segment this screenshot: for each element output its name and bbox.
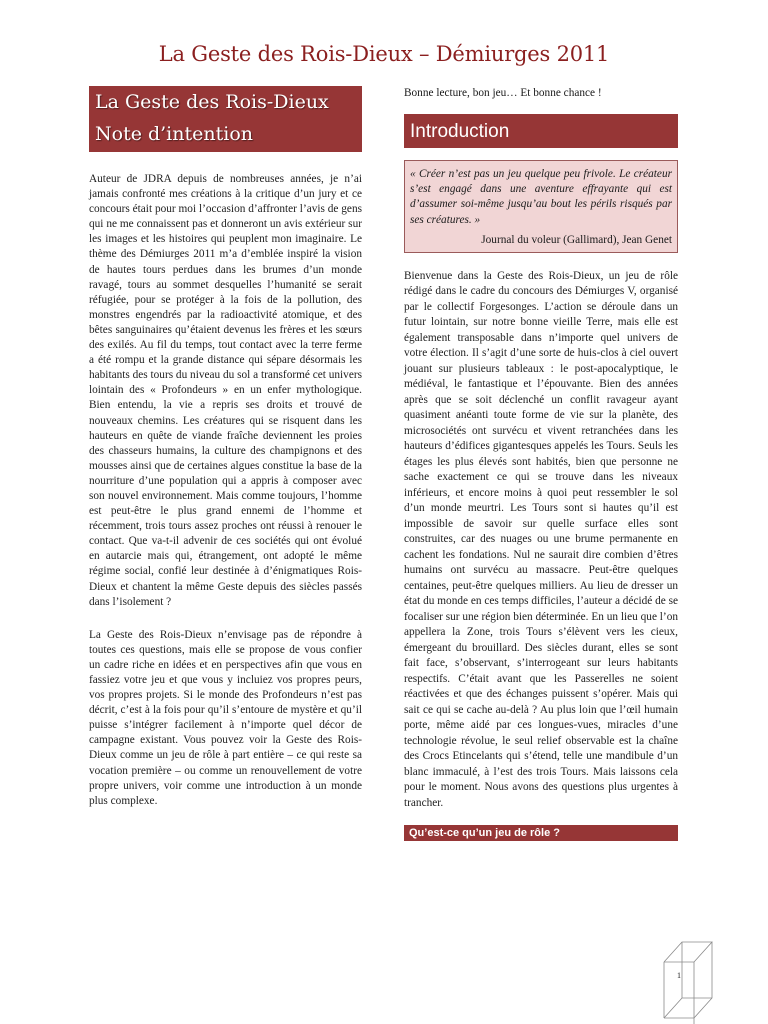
intention-paragraph-2: La Geste des Rois-Dieux n’envisage pas de répondre à toutes ces questions, mais elle se propose de vous confier un cadre riche en idées et en perspectives afin que vous en fassiez votre jeu et que vous y incluiez vos propres peurs, vos propres projets. Si le monde des Profondeurs n’est pas décrit, c’est à la fois pour qu’il s’entoure de mystère et qu’il puisse s’intégrer facilement à n’importe quel décor de campagne existant. Vous pouvez voir la Geste des Rois-Dieux comme un jeu de rôle à part entière – ce qui reste sa vocation première – ou comme un renouvellement de votre propre univers, voir comme une introduction à un monde plus complexe. (89, 628, 362, 807)
epigraph-quote-box (404, 160, 678, 253)
title-box-line-1: La Geste des Rois-Dieux (95, 91, 329, 113)
epigraph-quote-text: « Créer n’est pas un jeu quelque peu frivole. Le créateur s’est engagé dans une aventure effrayante qui est d’assumer soi-même jusqu’au bout les périls risqués par ses créatures. » (410, 168, 672, 226)
section-heading-bar: Qu’est-ce qu’un jeu de rôle ? (404, 825, 678, 841)
left-column (89, 86, 362, 809)
intention-paragraph-1: Auteur de JDRA depuis de nombreuses années, je n’ai jamais confronté mes créations à la critique d’un jury et ce concours était pour moi l’occasion d’affronter l’avis de gens qui ne me connaissent pas et donneront un avis extérieur sur les images et les histoires qui peuplent mon imaginaire. Le thème des Démiurges 2011 m’a d’emblée inspiré la vision de hautes tours perdues dans les brumes d’un monde ravagé, tours au sommet desquelles l’humanité se serait réfugiée, pour se protéger à la fois de la pollution, des monstres engendrés par la radioactivité atomique, et des bêtes sanguinaires qu’étaient devenus les frères et les sœurs des exilés. Au fil du temps, tout contact avec la terre ferme a été rompu et la grande distance qui sépare désormais les habitants des tours du niveau du sol a transformé cet univers lointain des « Profondeurs » en un enfer mythologique. Bien entendu, la vie a repris ses droits et trouvé de nouveaux chemins. Les créatures qui se risquent dans les hauteurs en quête de viande fraîche deviennent les proies des chasseurs humains, la culture des champignons et des mousses ainsi que de certaines algues constitue la base de la nourriture d’une population qui a appris à composer avec son nouvel environnement. Mais comme toujours, l’homme est peut-être le plus grand ennemi de l’homme et récemment, trois tours assez proches ont réussi à renouer le contact. Que va-t-il advenir de ces sociétés qui ont évolué en autarcie mais qui, étrangement, ont adopté le même régime social, confié leur destinée à d’énigmatiques Rois-Dieux et chantent la même Geste depuis des siècles passés dans l’isolement ? (89, 173, 362, 608)
epigraph-quote-source: Journal du voleur (Gallimard), Jean Genet (481, 233, 672, 246)
page-number: 1 (677, 971, 681, 980)
page-title: La Geste des Rois-Dieux – Démiurges 2011 (158, 42, 610, 66)
title-box-line-2: Note d’intention (95, 123, 254, 145)
wireframe-cube-icon (660, 940, 720, 1024)
introduction-heading: Introduction (404, 114, 678, 148)
right-column (404, 86, 678, 841)
introduction-paragraph: Bienvenue dans la Geste des Rois-Dieux, un jeu de rôle rédigé dans le cadre du concours des Démiurges V, organisé par le collectif Forgesonges. L’action se déroule dans un futur lointain, sur notre bonne vieille Terre, mais elle est également transposable dans n’importe quel univers de votre élection. Il s’agit d’une sorte de huis-clos à ciel ouvert jouant sur plusieurs tableaux : le post-apocalyptique, le médiéval, le fantastique et l’épouvante. Bien des années après que se soit déclenché un conflit ravageur ayant quasiment anéanti toute forme de vie sur la planète, des microsociétés ont survécu et vivent retranchées dans les hauteurs d’édifices gigantesques appelés les Tours. Seuls les étages les plus élevés sont habités, bien que personne ne sache exactement ce qui se trouve dans les niveaux inférieurs, et encore moins à quoi peut ressembler le sol d’un monde meurtri. Les Tours sont si hautes qu’il est impossible de savoir sur quelle surface elles sont construites, car des nuages ou une brume permanente en cachent les fondations. Nul ne saurait dire combien d’êtres humains ont survécu au massacre. Peut-être quelques centaines, peut-être quelques milliers. Au lieu de dresser un état du monde en ces temps difficiles, l’auteur a décidé de se focaliser sur une région bien déterminée. En un lieu que l’on appellera la Zone, trois Tours s’élèvent vers les cieux, émergeant du brouillard. Des siècles durant, elles se sont fait face, s’observant, s’interrogeant sur leurs habitants respectifs. C’était avant que les Passerelles ne soient réactivées et que des échanges puissent s’opérer. Mais qui sait ce qui se cache au-delà ? Au plus loin que l’œil humain porte, même aidé par ces longues-vues, miracles d’une technologie révolue, le seul relief observable est la chaîne des Crocs Etincelants qui s’étend, telle une mandibule d’un blanc immaculé, à l’est des trois Tours. Mais laissons cela pour le moment. Nous avons des questions plus urgentes à trancher. (404, 269, 678, 809)
lead-sentence: Bonne lecture, bon jeu… Et bonne chance ! (404, 87, 602, 99)
note-intention-title-box (89, 86, 362, 152)
